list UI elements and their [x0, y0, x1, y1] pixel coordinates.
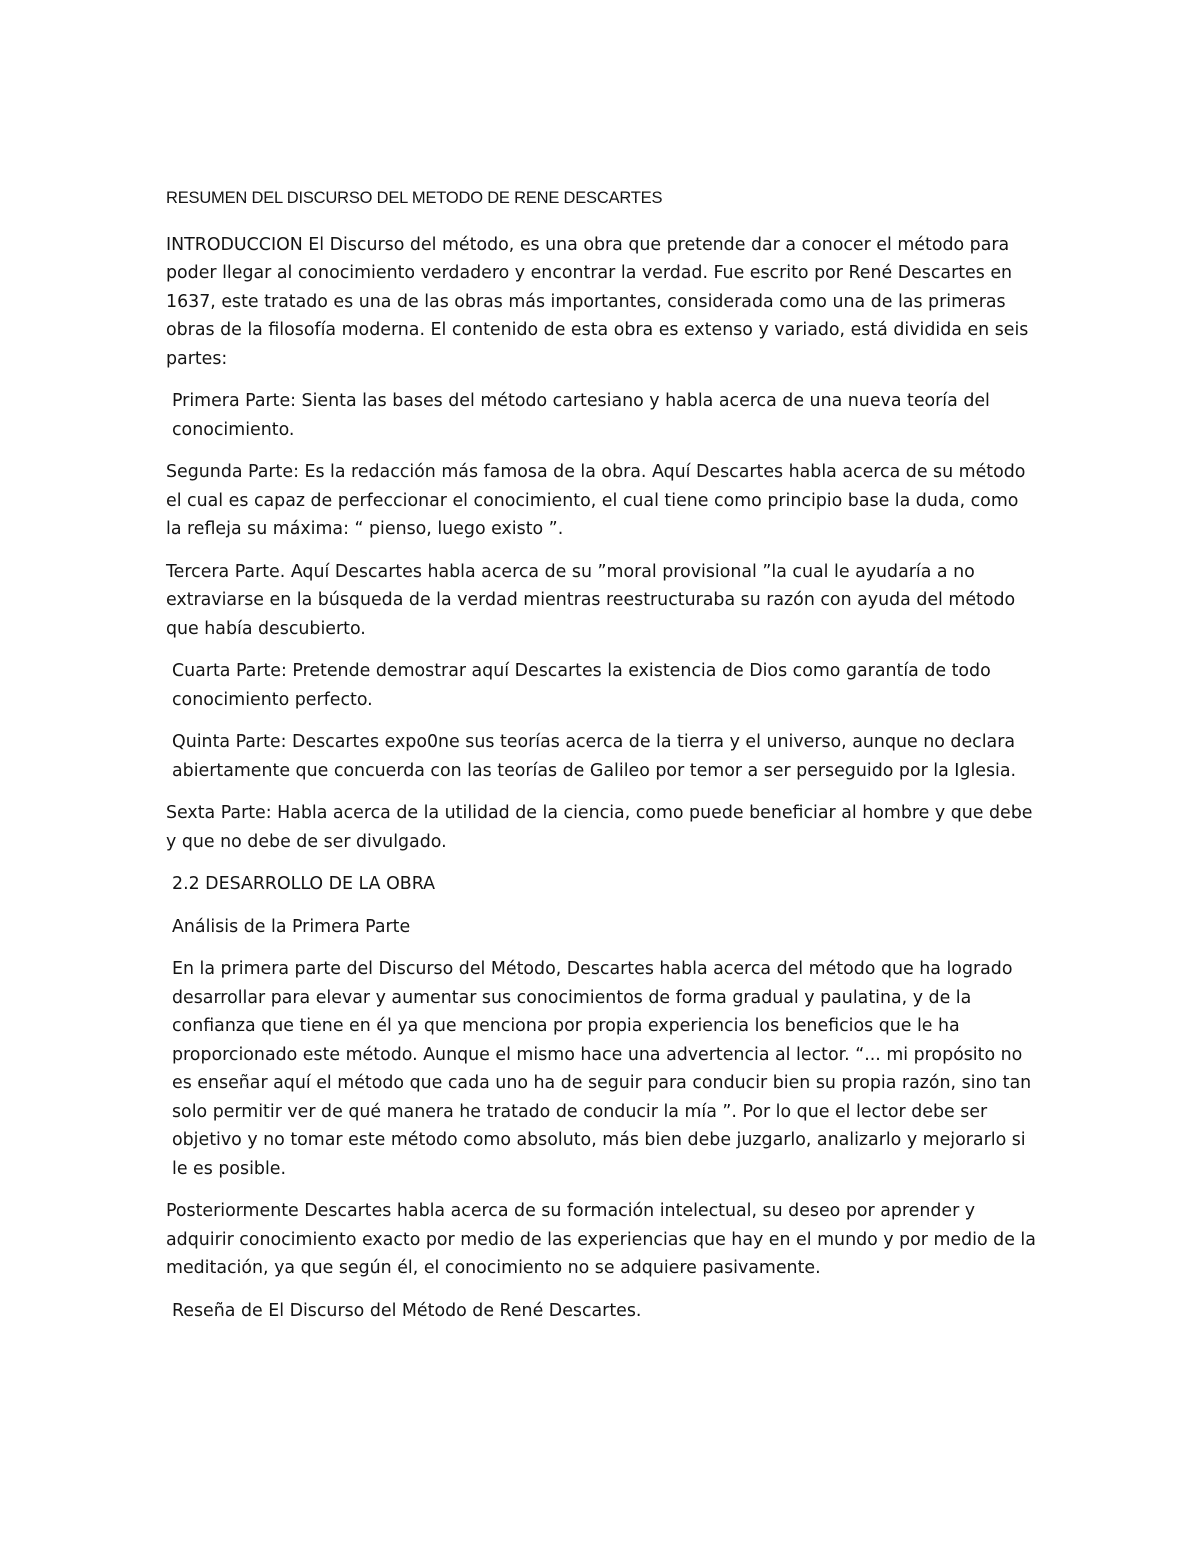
- paragraph-primera-parte: Primera Parte: Sienta las bases del método cartesiano y habla acerca de una nueva teoría del conocimiento.: [172, 391, 990, 440]
- document-title: RESUMEN DEL DISCURSO DEL METODO DE RENE DESCARTES: [166, 189, 663, 207]
- paragraph-analisis-body: En la primera parte del Discurso del Método, Descartes habla acerca del método que ha logrado desarrollar para elevar y aumentar sus conocimientos de forma gradual y paulatina, y de la confianza que tiene en él ya que menciona por propia experiencia los beneficios que le ha proporcionado este método. Aunque el mismo hace una advertencia al lector. “... mi propósito no es enseñar aquí el método que cada uno ha de seguir para conducir bien su propia razón, sino tan solo permitir ver de qué manera he tratado de conducir la mía ”. Por lo que el lector debe ser objetivo y no tomar este método como absoluto, más bien debe juzgarlo, analizarlo y mejorarlo si le es posible.: [172, 959, 1032, 1179]
- subheading-analisis-primera-parte: Análisis de la Primera Parte: [172, 916, 411, 937]
- subheading-resena: Reseña de El Discurso del Método de René Descartes.: [172, 1300, 642, 1321]
- paragraph-segunda-parte: Segunda Parte: Es la redacción más famosa de la obra. Aquí Descartes habla acerca de su método el cual es capaz de perfeccionar el conocimiento, el cual tiene como principio base la duda, como la refleja su máxima: “ pienso, luego existo ”.: [166, 462, 1026, 539]
- paragraph-introduccion: INTRODUCCION El Discurso del método, es una obra que pretende dar a conocer el método para poder llegar al conocimiento verdadero y encontrar la verdad. Fue escrito por René Descartes en 1637, este tratado es una de las obras más importantes, considerada como una de las primeras obras de la filosofía moderna. El contenido de esta obra es extenso y variado, está dividida en seis partes:: [166, 234, 1029, 369]
- paragraph-cuarta-parte: Cuarta Parte: Pretende demostrar aquí Descartes la existencia de Dios como garantía de todo conocimiento perfecto.: [172, 661, 991, 710]
- document-body: [166, 184, 1036, 1339]
- paragraph-sexta-parte: Sexta Parte: Habla acerca de la utilidad de la ciencia, como puede beneficiar al hombre y que debe y que no debe de ser divulgado.: [166, 803, 1033, 852]
- paragraph-quinta-parte: Quinta Parte: Descartes expo0ne sus teorías acerca de la tierra y el universo, aunque no declara abiertamente que concuerda con las teorías de Galileo por temor a ser perseguido por la Iglesia.: [172, 732, 1017, 781]
- section-heading-desarrollo: 2.2 DESARROLLO DE LA OBRA: [172, 874, 435, 894]
- paragraph-posteriormente: Posteriormente Descartes habla acerca de su formación intelectual, su deseo por aprender y adquirir conocimiento exacto por medio de las experiencias que hay en el mundo y por medio de la meditación, ya que según él, el conocimiento no se adquiere pasivamente.: [166, 1201, 1036, 1278]
- paragraph-tercera-parte: Tercera Parte. Aquí Descartes habla acerca de su ”moral provisional ”la cual le ayudaría a no extraviarse en la búsqueda de la verdad mientras reestructuraba su razón con ayuda del método que había descubierto.: [166, 561, 1016, 639]
